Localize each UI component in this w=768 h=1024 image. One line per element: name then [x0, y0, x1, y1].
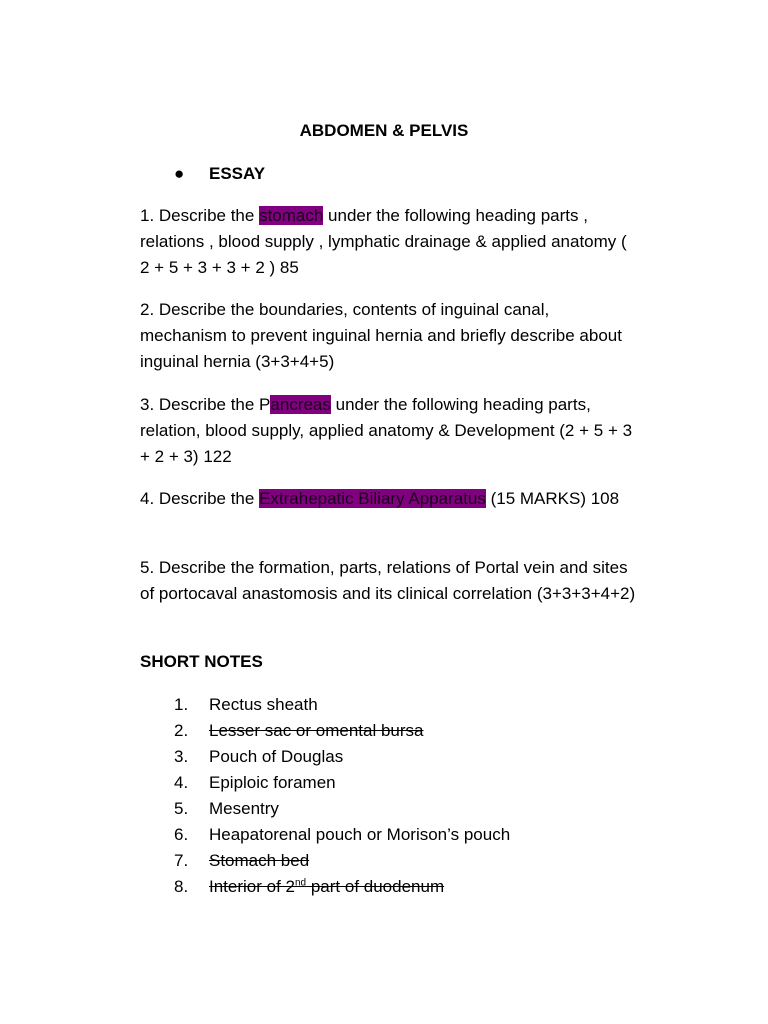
short-notes-heading: SHORT NOTES — [140, 652, 263, 671]
question-text: under the following heading parts , relations , blood supply , lymphatic drainage & applied anatomy ( 2 + 5 + 3 + 3 + 2 ) 85 — [140, 206, 627, 277]
page-title: ABDOMEN & PELVIS — [299, 121, 469, 140]
essay-heading-label: ESSAY — [209, 164, 266, 183]
highlighted-term: stomach — [259, 206, 324, 225]
highlighted-term: Extrahepatic Biliary Apparatus — [259, 489, 486, 508]
question-text: 3. Describe the P — [140, 395, 271, 414]
highlighted-term: ancreas — [270, 395, 331, 414]
question-text: 1. Describe the — [140, 206, 260, 225]
bullet-icon: ● — [174, 164, 185, 183]
question-text: 4. Describe the — [140, 489, 260, 508]
question-text: 5. Describe the formation, parts, relations of Portal vein and sites of portocaval anastomosis and its clinical correlation (3+3+3+4+2) — [140, 558, 636, 603]
short-notes-list — [174, 692, 510, 900]
list-item: 4. Epiploic foramen — [174, 773, 336, 792]
list-item: 2. Lesser sac or omental bursa — [174, 721, 424, 740]
list-item: 3. Pouch of Douglas — [174, 747, 344, 766]
essay-question-3 — [140, 392, 640, 470]
list-item: 7. Stomach bed — [174, 851, 310, 870]
question-text: (15 MARKS) 108 — [485, 489, 620, 508]
question-text: under the following heading parts, relation, blood supply, applied anatomy & Development (2 + 5 + 3 + 2 + 3) 122 — [140, 395, 633, 466]
question-text: 2. Describe the boundaries, contents of inguinal canal, mechanism to prevent inguinal hernia and briefly describe about inguinal hernia (3+3+4+5) — [140, 300, 622, 371]
list-item: 8. Interior of 2nd part of duodenum — [174, 877, 445, 896]
essay-question-4 — [140, 486, 640, 512]
list-item: 6. Heapatorenal pouch or Morison’s pouch — [174, 825, 511, 844]
list-item: 1. Rectus sheath — [174, 695, 318, 714]
essay-question-1 — [140, 203, 640, 281]
list-item: 5. Mesentry — [174, 799, 279, 818]
essay-question-2 — [140, 297, 640, 375]
essay-question-5 — [140, 555, 640, 607]
essay-heading — [174, 164, 265, 184]
